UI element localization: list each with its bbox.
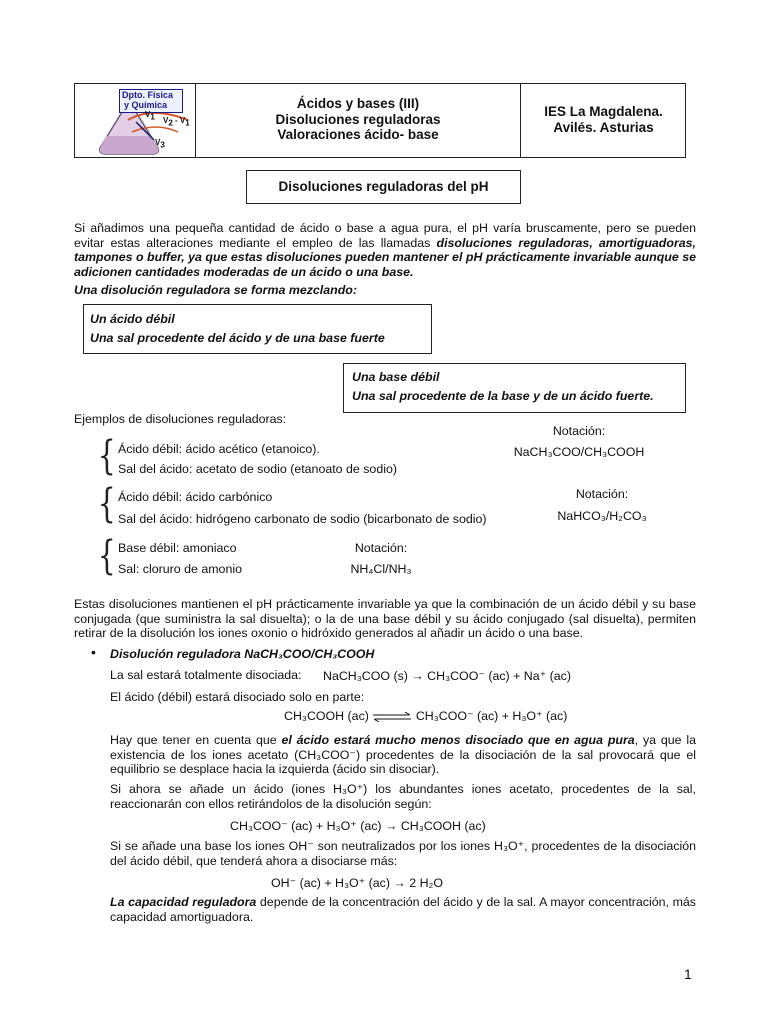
header-title-line3: Valoraciones ácido- base xyxy=(277,127,439,142)
buffer-explanation-paragraph: Estas disoluciones mantienen el pH prácticamente invariable ya que la combinación de un ácido débil y su base conjugada (que suministra la sal disuelta); o la de una base débil y su ácido conjugado (sal disuelta), permiten retirar de la disolución los iones oxonio o hidróxido generados al añadir un ácido o una base. xyxy=(74,597,696,640)
section-title-text: Disoluciones reguladoras del pH xyxy=(278,179,489,194)
formed-by-heading: Una disolución reguladora se forma mezclando: xyxy=(74,283,357,297)
para-a-text1: Hay que tener en cuenta que xyxy=(110,733,282,747)
department-logo xyxy=(92,88,192,156)
logo-v1: $V_1$ xyxy=(145,110,155,122)
base-box-line1: Una base débil xyxy=(352,370,440,384)
salt-dissociation-text: La sal estará totalmente disociada: xyxy=(110,668,302,682)
bullet-title: Disolución reguladora NaCH₃COO/CH₃COOH xyxy=(110,647,375,661)
example-2-notation: NaHCO₃/H₂CO₃ xyxy=(557,509,647,523)
header-title-block xyxy=(196,96,520,143)
example-3-notation-label: Notación: xyxy=(354,541,408,555)
school-line1: IES La Magdalena. xyxy=(544,104,663,119)
base-addition-paragraph: Si se añade una base los iones OH⁻ son neutralizados por los iones H₃O⁺, procedentes de la disociación del ácido débil, que tenderá ahora a disociarse más: xyxy=(110,839,696,868)
buffer-capacity-text: depende de la concentración del ácido y de la sal. A mayor concentración, más capacidad amortiguadora. xyxy=(110,895,696,924)
section-title xyxy=(246,170,521,204)
para-a-bold: el ácido estará mucho menos disociado que en agua pura xyxy=(281,733,635,747)
intro-bold-text: disoluciones reguladoras, amortiguadoras, tampones o buffer, ya que estas disoluciones pueden mantener el pH prácticamente invariable aunque se adicionen cantidades moderadas de un ácido o una base. xyxy=(74,235,696,279)
header-title-line1: Ácidos y bases (III) xyxy=(296,96,420,111)
school-line2: Avilés. Asturias xyxy=(553,120,654,135)
para-a-text2: , ya que la existencia de los iones acetato (CH₃COO⁻) procedentes de la disociación de la sal provocará que el equilibrio se desplace hacia la izquierda (ácido sin disociar). xyxy=(110,733,696,776)
examples-title: Ejemplos de disoluciones reguladoras: xyxy=(74,412,287,426)
logo-v3: $V_3$ xyxy=(155,138,165,150)
logo-line2: y Química xyxy=(124,100,168,110)
acid-addition-equation: CH₃COO⁻ (ac) + H₃O⁺ (ac) → CH₃COOH (ac) xyxy=(230,819,486,833)
base-addition-equation: OH⁻ (ac) + H₃O⁺ (ac) → 2 H₂O xyxy=(271,876,443,890)
acid-eq-right: CH₃COO⁻ (ac) + H₃O⁺ (ac) xyxy=(415,709,568,723)
equilibrium-arrow-icon xyxy=(372,712,412,722)
example-3-line1: Base débil: amoniaco xyxy=(118,541,237,555)
logo-line1: Dpto. Física xyxy=(122,90,174,100)
brace-3: { xyxy=(97,533,116,579)
intro-paragraph xyxy=(74,221,696,279)
brace-1: { xyxy=(97,433,116,479)
example-1-line2: Sal del ácido: acetato de sodio (etanoato de sodio) xyxy=(118,462,397,476)
acid-box-line2: Una sal procedente del ácido y de una base fuerte xyxy=(90,331,385,345)
intro-text: Si añadimos una pequeña cantidad de ácido o base a agua pura, el pH varía bruscamente, pero se pueden evitar estas alteraciones mediante el empleo de las llamadas xyxy=(74,221,696,250)
acid-eq-left: CH₃COOH (ac) xyxy=(284,709,369,723)
example-2-line2: Sal del ácido: hidrógeno carbonato de sodio (bicarbonato de sodio) xyxy=(118,512,487,526)
acid-mixture-box xyxy=(83,304,432,354)
logo-v2-minus-v1: $V_2 - V_1$ xyxy=(163,116,190,128)
page-number: 1 xyxy=(684,966,692,982)
school-name-block xyxy=(521,104,686,136)
example-3-line2: Sal: cloruro de amonio xyxy=(118,562,242,576)
example-1-notation-label: Notación: xyxy=(552,424,606,438)
acid-dissociation-text: El ácido (débil) estará disociado solo en parte: xyxy=(110,690,365,704)
example-1-line1: Ácido débil: ácido acético (etanoico). xyxy=(118,442,320,456)
acid-dissociation-equation xyxy=(284,708,567,723)
example-2-line1: Ácido débil: ácido carbónico xyxy=(118,490,273,504)
base-mixture-box xyxy=(343,363,686,413)
buffer-capacity-paragraph xyxy=(110,895,696,924)
example-1-notation: NaCH₃COO/CH₃COOH xyxy=(513,445,645,459)
salt-dissociation-equation: NaCH₃COO (s) → CH₃COO⁻ (ac) + Na⁺ (ac) xyxy=(323,669,571,683)
example-2-notation-label: Notación: xyxy=(575,487,629,501)
acid-box-line1: Un ácido débil xyxy=(90,312,175,326)
base-box-line2: Una sal procedente de la base y de un ácido fuerte. xyxy=(352,389,654,403)
brace-2: { xyxy=(97,481,116,527)
acid-addition-paragraph: Si ahora se añade un ácido (iones H₃O⁺) los abundantes iones acetato, procedentes de la sal, reaccionarán con ellos retirándolos de la disolución según: xyxy=(110,782,696,811)
equilibrium-shift-paragraph xyxy=(110,733,696,777)
bullet-icon: • xyxy=(91,644,96,660)
example-3-notation: NH₄Cl/NH₃ xyxy=(350,562,412,576)
buffer-capacity-bold: La capacidad reguladora xyxy=(110,895,257,909)
header-title-line2: Disoluciones reguladoras xyxy=(275,111,441,127)
